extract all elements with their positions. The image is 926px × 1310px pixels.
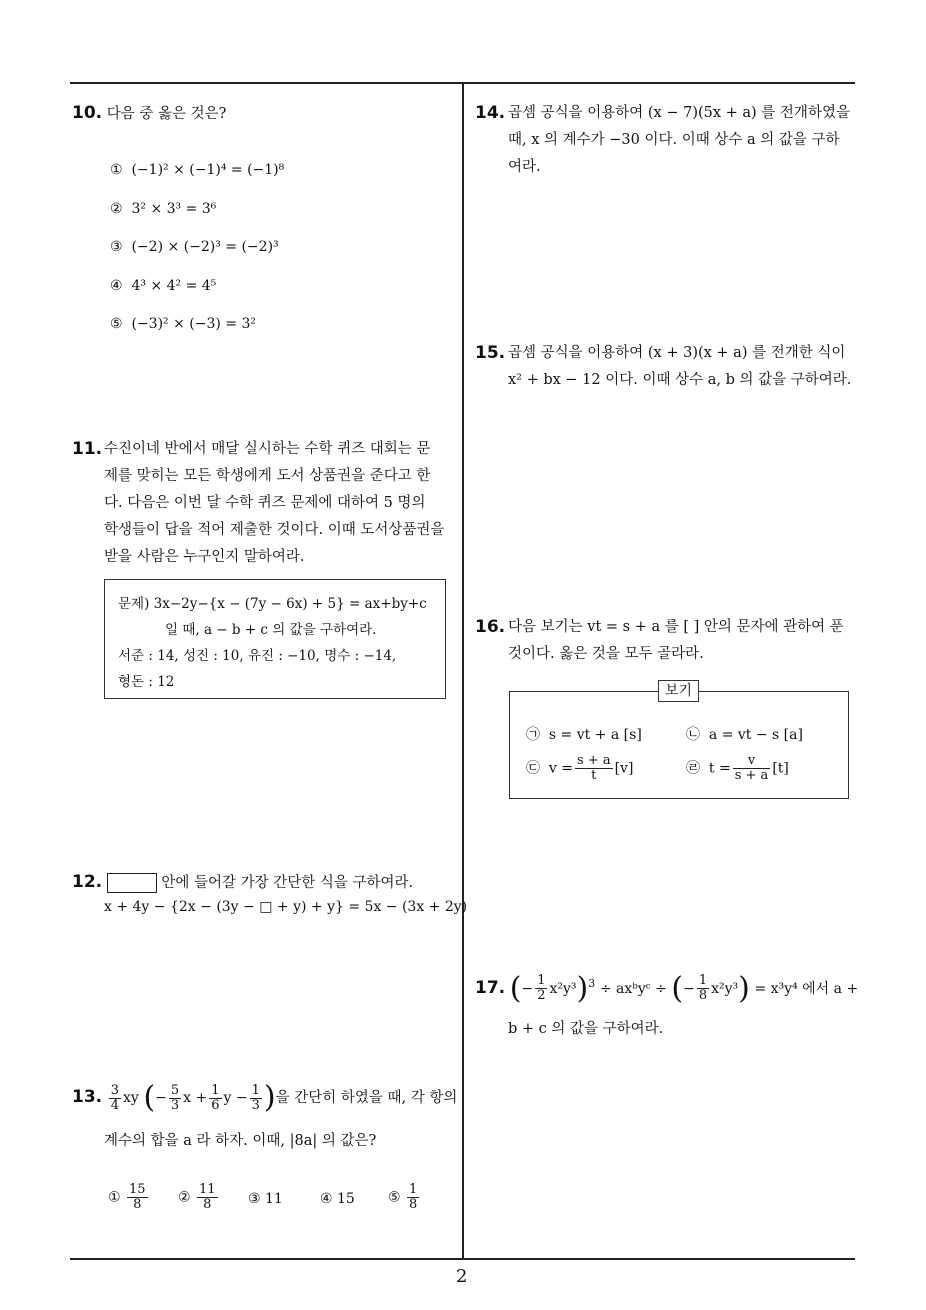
q12-equation: x + 4y − {2x − (3y − □ + y) + y} = 5x − (3x + 2y) <box>104 899 468 915</box>
question-text: 을 간단히 하였을 때, 각 항의 <box>275 1090 458 1106</box>
box-title: 보기 <box>658 680 699 702</box>
option-mark: ④ <box>110 278 123 294</box>
question-line: x² + bx − 12 이다. 이때 상수 a, b 의 값을 구하여라. <box>508 372 852 388</box>
option-mark: ② <box>110 201 123 217</box>
example-item-4[interactable]: ㉣ t = $\frac{v}{s + a}$ [t] <box>686 753 789 783</box>
question-number: 12. <box>72 872 103 892</box>
q13-option-4[interactable]: ④ 15 <box>320 1191 355 1207</box>
term: ÷ axᵇyᶜ ÷ <box>599 980 667 997</box>
question-line: 받을 사람은 누구인지 말하여라. <box>104 549 305 565</box>
column-divider <box>462 82 464 1259</box>
option-mark: ① <box>110 162 123 178</box>
term: = x³y⁴ 에서 a + <box>754 980 859 997</box>
example-item-1[interactable]: ㉠ s = vt + a [s] <box>526 727 642 743</box>
question-number: 15. <box>475 343 506 363</box>
question-line: 수진이네 반에서 매달 실시하는 수학 퀴즈 대회는 문 <box>104 441 431 457</box>
question-number: 16. <box>475 617 506 637</box>
question-17: 17. (− $\frac{1}{2}$ x²y³)$^3$ ÷ axᵇyᶜ ÷ (− $\frac{1}{8}$ x²y³) = x³y⁴ 에서 a + <box>475 970 859 1006</box>
question-number: 13. <box>72 1087 103 1107</box>
question-line: 곱셈 공식을 이용하여 (x + 3)(x + a) 를 전개한 식이 <box>508 345 846 361</box>
q10-option-1[interactable] <box>110 162 284 178</box>
option-expr: (−2) × (−2)³ = (−2)³ <box>131 239 279 255</box>
option-expr: (−3)² × (−3) = 3² <box>131 316 256 332</box>
sign: − <box>155 1090 167 1106</box>
question-line: 여라. <box>508 159 541 175</box>
q13-option-5[interactable]: ⑤ $\frac{1}{8}$ <box>388 1182 418 1212</box>
fraction: $\frac{1}{8}$ <box>698 973 708 1004</box>
term: x + <box>183 1090 208 1106</box>
q13-options <box>108 1183 448 1221</box>
q13-line2: 계수의 합을 a 라 하자. 이때, |8a| 의 값은? <box>104 1133 377 1149</box>
question-16 <box>475 614 865 668</box>
box-line: 일 때, a − b + c 의 값을 구하여라. <box>165 622 377 638</box>
example-item-2[interactable]: ㉡ a = vt − s [a] <box>686 727 803 743</box>
page-number: 2 <box>456 1266 468 1287</box>
answer-blank[interactable] <box>107 873 157 893</box>
question-11 <box>72 436 457 571</box>
option-expr: (−1)² × (−1)⁴ = (−1)⁸ <box>131 162 285 178</box>
sign: − <box>521 980 534 997</box>
sign: − <box>683 980 695 997</box>
q17-line2: b + c 의 값을 구하여라. <box>508 1021 664 1037</box>
option-expr: 4³ × 4² = 4⁵ <box>131 278 217 294</box>
q10-option-2[interactable] <box>110 201 216 217</box>
question-number: 10. <box>72 103 103 123</box>
q13-option-1[interactable]: ① $\frac{15}{8}$ <box>108 1182 146 1212</box>
question-line: 때, x 의 계수가 −30 이다. 이때 상수 a 의 값을 구하 <box>508 132 840 148</box>
q10-option-3[interactable] <box>110 239 279 255</box>
question-line: 것이다. 옳은 것을 모두 골라라. <box>508 646 704 662</box>
box-line: 서준 : 14, 성진 : 10, 유진 : −10, 명수 : −14, <box>118 648 397 664</box>
question-14 <box>475 100 865 181</box>
fraction: $\frac{1}{6}$ <box>211 1082 220 1113</box>
question-line: 다음 보기는 vt = s + a 를 [ ] 안의 문자에 관하여 푼 <box>508 619 844 635</box>
question-number: 14. <box>475 103 506 123</box>
fraction: $\frac{5}{3}$ <box>170 1082 180 1113</box>
question-12 <box>72 869 457 897</box>
question-line: 학생들이 답을 적어 제출한 것이다. 이때 도서상품권을 <box>104 522 445 538</box>
box-line: 문제) 3x−2y−{x − (7y − 6x) + 5} = ax+by+c <box>118 596 427 612</box>
box-line: 형돈 : 12 <box>118 674 175 690</box>
question-line: 곱셈 공식을 이용하여 (x − 7)(5x + a) 를 전개하였을 <box>508 105 850 121</box>
question-line: 다. 다음은 이번 달 수학 퀴즈 문제에 대하여 5 명의 <box>104 495 426 511</box>
q10-option-5[interactable] <box>110 316 256 332</box>
q16-example-box <box>509 683 849 799</box>
example-item-3[interactable]: ㉢ v = $\frac{s + a}{t}$ [v] <box>526 753 634 783</box>
bottom-rule <box>70 1258 855 1260</box>
fraction: $\frac{1}{2}$ <box>537 973 546 1004</box>
exponent: 3 <box>588 977 596 990</box>
fraction: $\frac{3}{4}$ <box>110 1082 120 1113</box>
question-10 <box>72 100 452 128</box>
q11-problem-box <box>104 579 446 699</box>
term: x²y³ <box>549 980 577 997</box>
fraction: $\frac{1}{3}$ <box>251 1082 260 1113</box>
term: x²y³ <box>711 980 739 997</box>
question-15 <box>475 340 865 394</box>
q13-option-3[interactable]: ③ 11 <box>248 1191 283 1207</box>
question-13: 13. $\frac{3}{4}$ xy (− $\frac{5}{3}$ x + $\frac{1}{6}$ y − $\frac{1}{3}$ )을 간단히 하였을 때, 각 항의 <box>72 1080 458 1115</box>
question-text: 안에 들어갈 가장 간단한 식을 구하여라. <box>161 875 414 891</box>
option-mark: ③ <box>110 239 123 255</box>
question-text: 다음 중 옳은 것은? <box>106 106 227 122</box>
option-expr: 3² × 3³ = 3⁶ <box>131 201 217 217</box>
question-number: 17. <box>475 977 506 998</box>
q13-option-2[interactable]: ② $\frac{11}{8}$ <box>178 1182 216 1212</box>
variable: xy <box>123 1090 139 1106</box>
term: y − <box>223 1090 248 1106</box>
option-mark: ⑤ <box>110 316 123 332</box>
question-line: 제를 맞히는 모든 학생에게 도서 상품권을 준다고 한 <box>104 468 431 484</box>
q10-option-4[interactable] <box>110 278 216 294</box>
question-number: 11. <box>72 439 103 459</box>
